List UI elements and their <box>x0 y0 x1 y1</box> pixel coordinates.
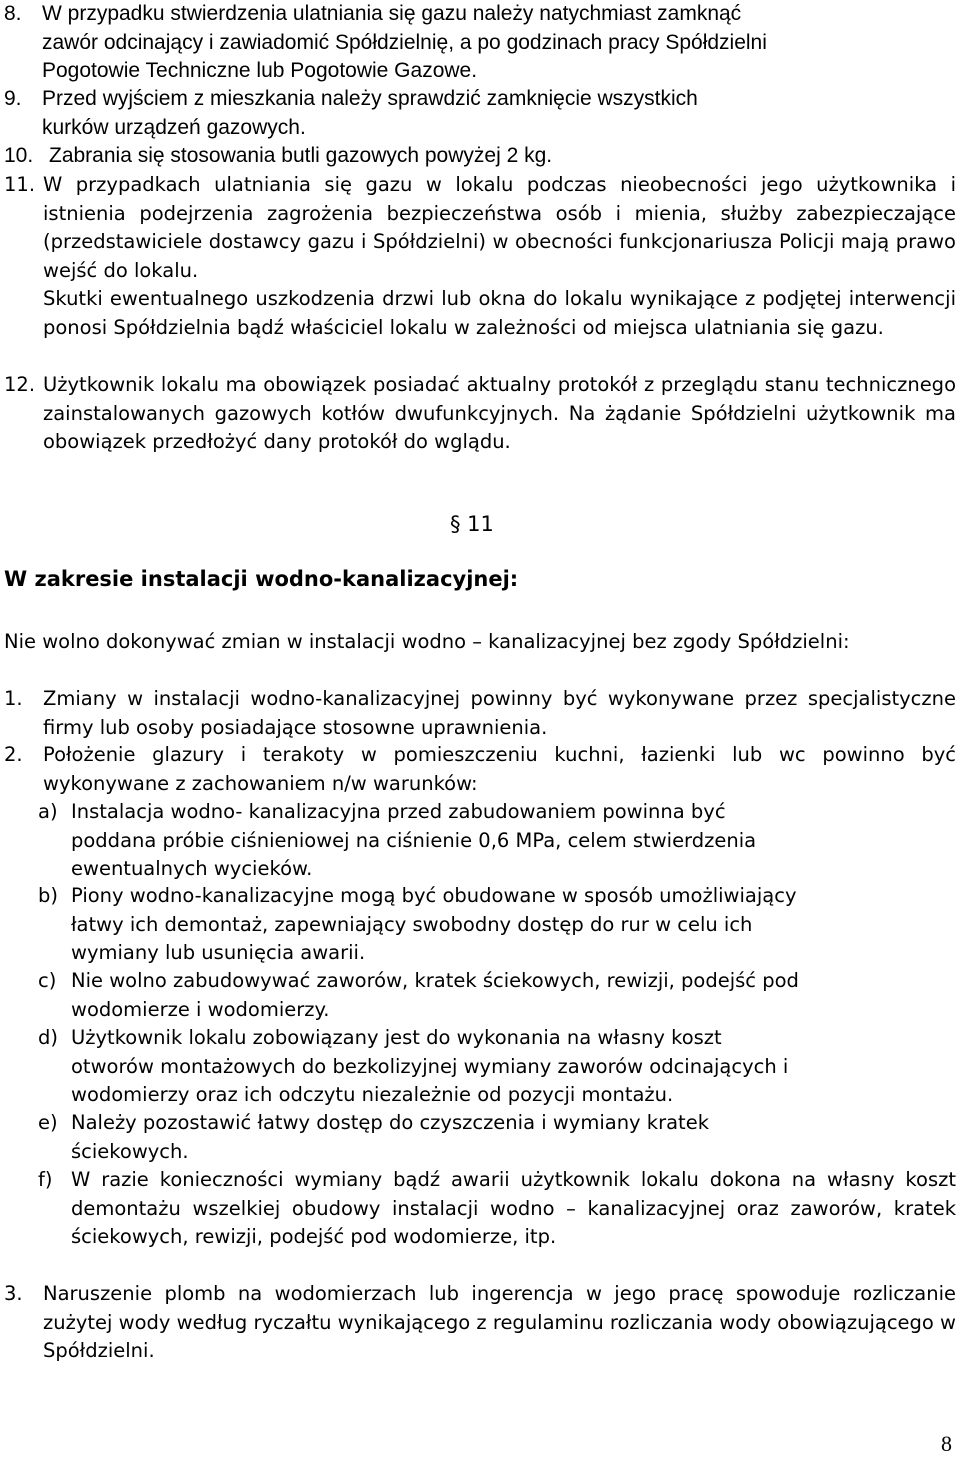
sub-item-e <box>38 1109 956 1166</box>
list-item-9 <box>4 85 956 142</box>
section-sign: § 11 <box>450 512 494 536</box>
sub-letter: b) <box>38 884 58 907</box>
item-9-line-1: Przed wyjściem z mieszkania należy sprawdzić zamknięcie wszystkich <box>42 87 698 110</box>
item-2-text: Położenie glazury i terakoty w pomieszczeniu kuchni, łazienki lub wc powinno być wykonywane z zachowaniem n/w warunków: <box>43 743 956 795</box>
sub-b-line-3: wymiany lub usunięcia awarii. <box>71 941 366 964</box>
item-8-line-3: Pogotowie Techniczne lub Pogotowie Gazowe. <box>42 59 478 82</box>
section-heading: W zakresie instalacji wodno-kanalizacyjnej: <box>4 567 519 591</box>
list-item-8 <box>4 0 956 86</box>
water-item-1 <box>4 685 956 742</box>
intro-text: Nie wolno dokonywać zmian w instalacji wodno – kanalizacyjnej bez zgody Spółdzielni: <box>4 630 850 653</box>
sub-a-line-3: ewentualnych wycieków. <box>71 857 313 880</box>
item-number: 8. <box>4 2 22 25</box>
item-number: 3. <box>4 1282 23 1305</box>
item-12-text: Użytkownik lokalu ma obowiązek posiadać aktualny protokół z przeglądu stanu technicznego zainstalowanych gazowych kotłów dwufunkcyjnych. Na żądanie Spółdzielni użytkownik ma obowiązek przedłożyć dany protokół do wglądu. <box>43 373 956 453</box>
item-number: 10. <box>4 144 34 167</box>
list-item-12 <box>4 371 956 457</box>
sub-letter: e) <box>38 1111 58 1134</box>
list-item-10 <box>4 142 956 171</box>
sub-a-line-1: Instalacja wodno- kanalizacyjna przed zabudowaniem powinna być <box>71 800 726 823</box>
sub-item-d <box>38 1024 956 1110</box>
sub-item-a <box>38 798 956 884</box>
item-3-text: Naruszenie plomb na wodomierzach lub ingerencja w jego pracę spowoduje rozliczanie zużytej wody według ryczałtu wynikającego z regulaminu rozliczania wody obowiązującego w Spółdzielni. <box>43 1282 956 1362</box>
item-11-text-2: Skutki ewentualnego uszkodzenia drzwi lub okna do lokalu wynikające z podjętej interwencji ponosi Spółdzielnia bądź właściciel lokalu w zależności od miejsca ulatniania się gazu. <box>43 287 956 339</box>
sub-item-f <box>38 1166 956 1252</box>
page-number: 8 <box>941 1431 952 1456</box>
item-11-text: W przypadkach ulatniania się gazu w lokalu podczas nieobecności jego użytkownika i istnienia podejrzenia zagrożenia bezpieczeństwa osób i mienia, służby zabezpieczające (przedstawiciele dostawcy gazu i Spółdzielni) w obecności funkcjonariusza Policji mają prawo wejść do lokalu. <box>43 173 956 282</box>
sub-item-b <box>38 882 956 968</box>
water-item-2 <box>4 741 956 798</box>
sub-b-line-2: łatwy ich demontaż, zapewniający swobodny dostęp do rur w celu ich <box>71 912 753 936</box>
sub-e-line-2: ściekowych. <box>71 1139 189 1163</box>
sub-e-line-1: Należy pozostawić łatwy dostęp do czyszczenia i wymiany kratek <box>71 1111 709 1134</box>
sub-c-line-1: Nie wolno zabudowywać zaworów, kratek ściekowych, rewizji, podejść pod <box>71 969 799 992</box>
item-number: 1. <box>4 687 23 710</box>
item-number: 12. <box>4 373 36 396</box>
sub-a-line-2: poddana próbie ciśnieniowej na ciśnienie 0,6 MPa, celem stwierdzenia <box>71 828 757 852</box>
sub-f-text: W razie konieczności wymiany bądź awarii użytkownik lokalu dokona na własny koszt demontażu wszelkiej obudowy instalacji wodno – kanalizacyjnej oraz zaworów, kratek ściekowych, rewizji, podejść pod wodomierze, itp. <box>71 1168 956 1248</box>
sub-letter: f) <box>38 1168 53 1191</box>
sub-item-c <box>38 967 956 1024</box>
sub-d-line-1: Użytkownik lokalu zobowiązany jest do wykonania na własny koszt <box>71 1026 722 1049</box>
item-number: 9. <box>4 87 22 110</box>
item-8-line-2: zawór odcinający i zawiadomić Spółdzielnię, a po godzinach pracy Spółdzielni <box>42 30 767 54</box>
item-8-line-1: W przypadku stwierdzenia ulatniania się gazu należy natychmiast zamknąć <box>42 2 742 25</box>
sub-c-line-2: wodomierze i wodomierzy. <box>71 997 330 1021</box>
sub-letter: a) <box>38 800 58 823</box>
item-number: 2. <box>4 743 23 766</box>
sub-d-line-2: otworów montażowych do bezkolizyjnej wymiany zaworów odcinających i <box>71 1054 789 1078</box>
sub-letter: c) <box>38 969 57 992</box>
water-item-3 <box>4 1280 956 1366</box>
item-1-text: Zmiany w instalacji wodno-kanalizacyjnej powinny być wykonywane przez specjalistyczne firmy lub osoby posiadające stosowne uprawnienia. <box>43 687 956 739</box>
sub-b-line-1: Piony wodno-kanalizacyjne mogą być obudowane w sposób umożliwiający <box>71 884 797 907</box>
item-9-line-2: kurków urządzeń gazowych. <box>42 115 306 139</box>
item-10-line-1: Zabrania się stosowania butli gazowych powyżej 2 kg. <box>49 144 553 167</box>
sub-d-line-3: wodomierzy oraz ich odczytu niezależnie od pozycji montażu. <box>71 1083 674 1106</box>
list-item-11 <box>4 171 956 342</box>
sub-letter: d) <box>38 1026 58 1049</box>
item-number: 11. <box>4 173 36 196</box>
